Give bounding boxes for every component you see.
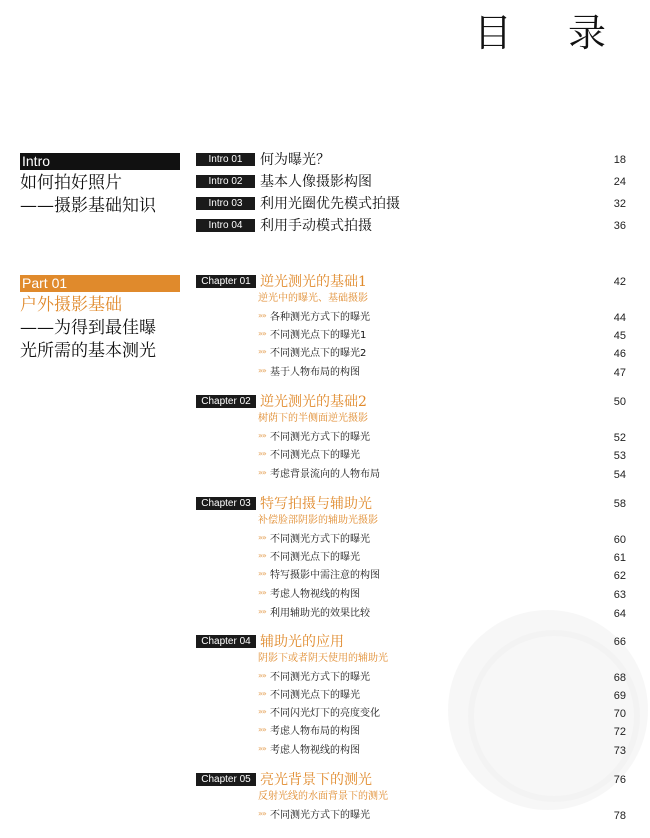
page-number: 68 — [613, 672, 626, 684]
intro-subtitle: ——摄影基础知识 — [20, 196, 156, 216]
double-chevron-icon: »» — [258, 809, 266, 818]
page-number: 62 — [613, 570, 626, 582]
chapter-subtitle: 树荫下的半侧面逆光摄影 — [258, 413, 368, 424]
intro-row-title: 利用光圈优先模式拍摄 — [260, 196, 400, 212]
toc-item[interactable] — [258, 723, 628, 741]
toc-intro-row[interactable] — [196, 150, 628, 170]
toc-item-label: 不同测光方式下的曝光 — [270, 810, 370, 821]
toc-item[interactable] — [258, 309, 628, 327]
toc-item[interactable] — [258, 807, 628, 825]
toc-item-label: 不同测光点下的曝光 — [270, 450, 360, 461]
page-number: 36 — [613, 220, 626, 232]
toc-item-label: 各种测光方式下的曝光 — [270, 312, 370, 323]
part-section-header — [20, 275, 180, 363]
toc-item-label: 不同测光点下的曝光 — [270, 690, 360, 701]
toc-item[interactable] — [258, 429, 628, 447]
toc-item-label: 特写摄影中需注意的构图 — [270, 570, 380, 581]
double-chevron-icon: »» — [258, 607, 266, 616]
chapter-title: 辅助光的应用 — [260, 634, 344, 650]
toc-chapter-row[interactable] — [196, 272, 628, 292]
toc-item[interactable] — [258, 669, 628, 687]
page-number: 72 — [613, 726, 626, 738]
toc-item-label: 利用辅助光的效果比较 — [270, 608, 370, 619]
chapter-title: 亮光背景下的测光 — [260, 772, 372, 788]
toc-item[interactable] — [258, 742, 628, 760]
double-chevron-icon: »» — [258, 588, 266, 597]
double-chevron-icon: »» — [258, 468, 266, 477]
double-chevron-icon: »» — [258, 347, 266, 356]
page-number: 52 — [613, 432, 626, 444]
double-chevron-icon: »» — [258, 551, 266, 560]
page-number: 69 — [613, 690, 626, 702]
double-chevron-icon: »» — [258, 366, 266, 375]
chapter-title: 逆光测光的基础2 — [260, 394, 367, 410]
toc-item[interactable] — [258, 586, 628, 604]
page-number: 64 — [613, 608, 626, 620]
intro-row-tag: Intro 01 — [196, 153, 255, 166]
toc-item-label: 不同测光方式下的曝光 — [270, 672, 370, 683]
double-chevron-icon: »» — [258, 569, 266, 578]
toc-item-label: 不同测光点下的曝光2 — [270, 348, 367, 359]
intro-section-header — [20, 153, 180, 218]
double-chevron-icon: »» — [258, 725, 266, 734]
double-chevron-icon: »» — [258, 449, 266, 458]
double-chevron-icon: »» — [258, 311, 266, 320]
double-chevron-icon: »» — [258, 329, 266, 338]
page-number: 53 — [613, 450, 626, 462]
chapter-subtitle: 阴影下或者阴天使用的辅助光 — [258, 653, 388, 664]
page-number: 32 — [613, 198, 626, 210]
page-number: 47 — [613, 367, 626, 379]
part-title: 户外摄影基础 — [20, 295, 122, 315]
double-chevron-icon: »» — [258, 744, 266, 753]
page-number: 18 — [613, 154, 626, 166]
page-number: 70 — [613, 708, 626, 720]
page-number: 44 — [613, 312, 626, 324]
page-number: 73 — [613, 745, 626, 757]
part-tag: Part 01 — [20, 275, 180, 292]
toc-intro-row[interactable] — [196, 194, 628, 214]
page-number: 24 — [613, 176, 626, 188]
toc-item[interactable] — [258, 531, 628, 549]
toc-item[interactable] — [258, 364, 628, 382]
toc-intro-row[interactable] — [196, 216, 628, 236]
chapter-subtitle: 逆光中的曝光、基础摄影 — [258, 293, 368, 304]
toc-item[interactable] — [258, 549, 628, 567]
intro-title: 如何拍好照片 — [20, 173, 122, 193]
chapter-title: 逆光测光的基础1 — [260, 274, 367, 290]
double-chevron-icon: »» — [258, 431, 266, 440]
toc-item-label: 不同测光方式下的曝光 — [270, 534, 370, 545]
chapter-tag: Chapter 05 — [196, 773, 256, 786]
toc-item-label: 不同测光点下的曝光 — [270, 552, 360, 563]
intro-row-tag: Intro 03 — [196, 197, 255, 210]
chapter-title: 特写拍摄与辅助光 — [260, 496, 372, 512]
page-number: 61 — [613, 552, 626, 564]
page-number: 76 — [613, 774, 626, 786]
page-number: 66 — [613, 636, 626, 648]
chapter-tag: Chapter 03 — [196, 497, 256, 510]
toc-chapter-row[interactable] — [196, 392, 628, 412]
intro-tag: Intro — [20, 153, 180, 170]
toc-item-label: 考虑人物视线的构图 — [270, 589, 360, 600]
part-subtitle-line1: ——为得到最佳曝 — [20, 318, 156, 338]
toc-item-label: 考虑背景流向的人物布局 — [270, 469, 380, 480]
page-number: 58 — [613, 498, 626, 510]
page-number: 46 — [613, 348, 626, 360]
page-number: 63 — [613, 589, 626, 601]
toc-item[interactable] — [258, 447, 628, 465]
double-chevron-icon: »» — [258, 533, 266, 542]
toc-chapter-row[interactable] — [196, 494, 628, 514]
toc-item[interactable] — [258, 345, 628, 363]
toc-item-label: 考虑人物布局的构图 — [270, 726, 360, 737]
toc-item[interactable] — [258, 327, 628, 345]
toc-chapter-row[interactable] — [196, 770, 628, 790]
chapter-tag: Chapter 01 — [196, 275, 256, 288]
page-number: 60 — [613, 534, 626, 546]
toc-item-label: 不同测光方式下的曝光 — [270, 432, 370, 443]
toc-item[interactable] — [258, 705, 628, 723]
toc-item[interactable] — [258, 466, 628, 484]
page-number: 45 — [613, 330, 626, 342]
page-number: 78 — [613, 810, 626, 822]
toc-item[interactable] — [258, 687, 628, 705]
intro-row-tag: Intro 02 — [196, 175, 255, 188]
page-number: 50 — [613, 396, 626, 408]
double-chevron-icon: »» — [258, 689, 266, 698]
toc-chapter-row[interactable] — [196, 632, 628, 652]
page-number: 54 — [613, 469, 626, 481]
intro-row-title: 利用手动模式拍摄 — [260, 218, 372, 234]
page-number: 42 — [613, 276, 626, 288]
chapter-tag: Chapter 04 — [196, 635, 256, 648]
toc-item[interactable] — [258, 567, 628, 585]
toc-item-label: 基于人物布局的构图 — [270, 367, 360, 378]
toc-item-label: 不同测光点下的曝光1 — [270, 330, 367, 341]
chapter-subtitle: 反射光线的水面背景下的测光 — [258, 791, 388, 802]
chapter-tag: Chapter 02 — [196, 395, 256, 408]
double-chevron-icon: »» — [258, 671, 266, 680]
intro-row-title: 何为曝光？ — [260, 152, 330, 168]
toc-item-label: 不同闪光灯下的亮度变化 — [270, 708, 380, 719]
part-subtitle-line2: 光所需的基本测光 — [20, 341, 156, 361]
chapter-subtitle: 补偿脸部阴影的辅助光摄影 — [258, 515, 378, 526]
toc-item-label: 考虑人物视线的构图 — [270, 745, 360, 756]
intro-row-tag: Intro 04 — [196, 219, 255, 232]
toc-intro-row[interactable] — [196, 172, 628, 192]
double-chevron-icon: »» — [258, 707, 266, 716]
page-title: 目 录 — [473, 11, 628, 55]
intro-row-title: 基本人像摄影构图 — [260, 174, 372, 190]
